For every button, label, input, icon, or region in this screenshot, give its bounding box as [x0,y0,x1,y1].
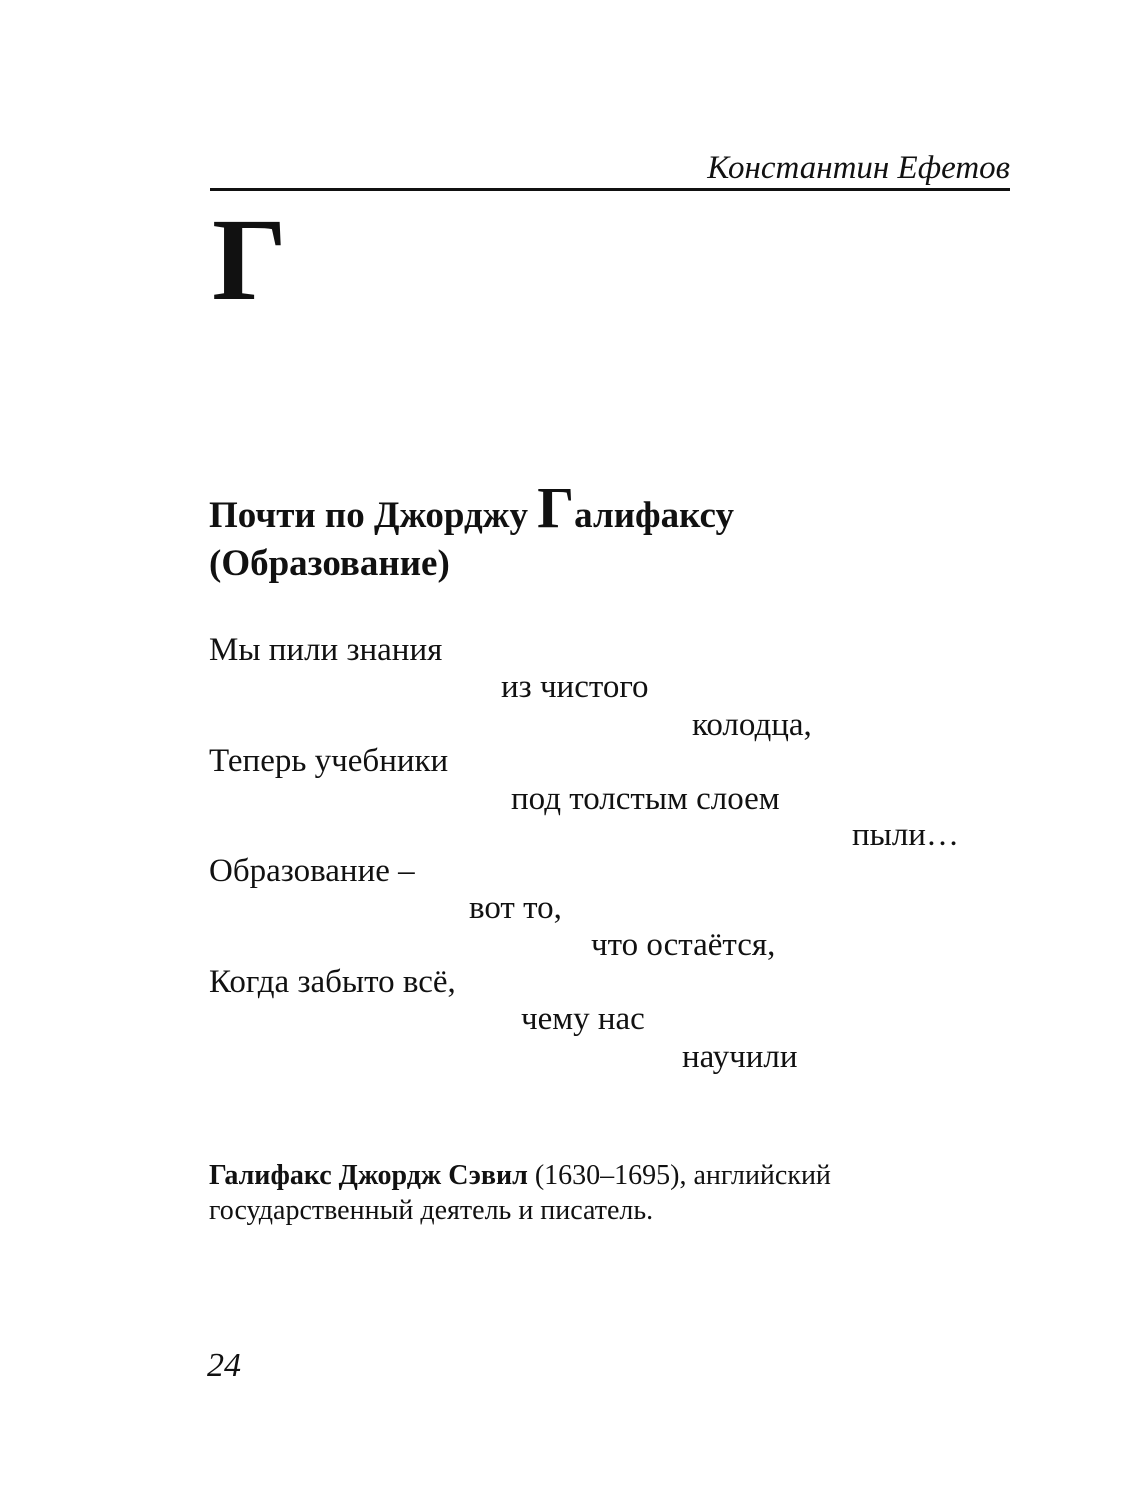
poem-subtitle: (Образование) [209,543,450,584]
poem-title-part2: алифаксу [574,495,734,536]
footnote-years: (1630–1695), [527,1160,694,1191]
poem-line: из чистого [501,669,649,705]
poem-line: Теперь учебники [209,743,449,779]
footnote [209,1158,999,1228]
poem-title-initial: Г [537,475,575,540]
poem-line: что остаётся, [591,927,776,963]
footnote-name: Галифакс Джордж Сэвил [209,1160,528,1191]
poem-line: колодца, [692,707,812,743]
poem-line: Мы пили знания [209,632,443,668]
running-header-author: Константин Ефетов [707,150,1010,186]
section-letter: Г [212,194,288,325]
poem-line: вот то, [469,890,562,926]
poem-line: Когда забыто всё, [209,964,456,1000]
header-rule [210,188,1010,191]
poem-line: пыли… [852,817,959,853]
poem-line: Образование – [209,853,415,889]
footnote-text: английский государственный деятель и писатель. [209,1160,831,1226]
poem-line: под толстым слоем [511,781,780,817]
poem-title-part1: Почти по Джорджу [209,495,538,536]
poem-title [209,475,1009,588]
page-number: 24 [207,1347,241,1384]
poem-line: научили [682,1039,798,1075]
poem-line: чему нас [521,1001,645,1037]
